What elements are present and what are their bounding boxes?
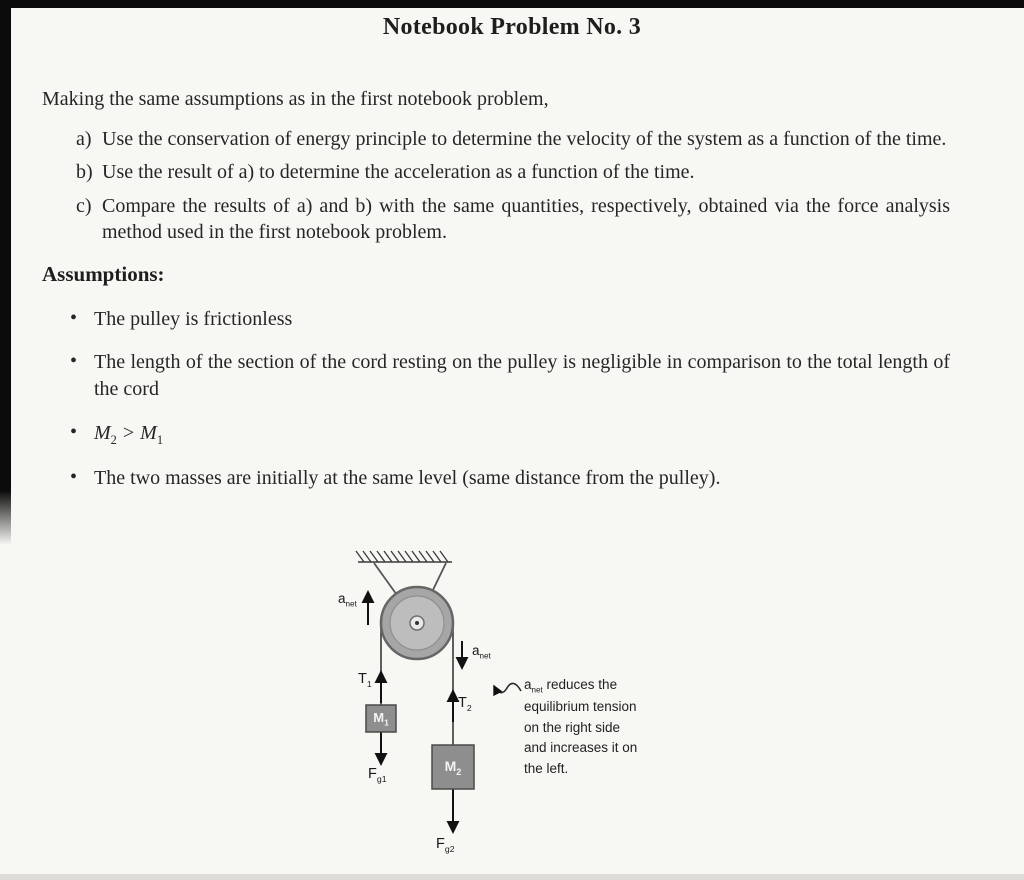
fg2-sub: g2 bbox=[444, 843, 455, 854]
assumption-text-1: The pulley is frictionless bbox=[94, 307, 293, 330]
label-t1 bbox=[358, 671, 372, 689]
a-net-left-main: a bbox=[338, 591, 346, 606]
m2-main: M bbox=[444, 758, 457, 774]
fg2-main: F bbox=[436, 836, 445, 852]
t2-main: T bbox=[458, 695, 467, 711]
scan-edge-left bbox=[0, 0, 11, 545]
scan-edge-top bbox=[0, 0, 1024, 8]
m1-main: M bbox=[373, 710, 385, 725]
assumption-item-4 bbox=[42, 465, 950, 492]
bullet-dot: • bbox=[70, 306, 78, 329]
assumption-math-m2-gt-m1 bbox=[94, 421, 164, 447]
task-item-a bbox=[76, 126, 950, 153]
page-title: Notebook Problem No. 3 bbox=[382, 14, 642, 40]
label-fg1 bbox=[368, 766, 387, 784]
math-m1-sub: 1 bbox=[156, 432, 164, 447]
problem-body bbox=[42, 86, 950, 492]
assumptions-heading: Assumptions: bbox=[42, 261, 165, 286]
task-text-b: Use the result of a) to determine the acceleration as a function of the time. bbox=[102, 161, 695, 184]
label-a-net-left bbox=[338, 591, 357, 609]
t1-sub: 1 bbox=[366, 678, 372, 689]
task-label-c: c) bbox=[76, 194, 92, 217]
m1-sub: 1 bbox=[384, 717, 389, 728]
pulley-wheel bbox=[381, 587, 453, 659]
annotation-a-main: a bbox=[524, 677, 532, 692]
m2-sub: 2 bbox=[456, 766, 462, 777]
a-net-right-main: a bbox=[472, 643, 480, 658]
assumption-item-2 bbox=[42, 349, 950, 402]
fg1-main: F bbox=[368, 766, 377, 782]
math-m2: M bbox=[94, 421, 111, 444]
intro-paragraph: Making the same assumptions as in the first notebook problem, bbox=[42, 88, 549, 110]
bullet-dot: • bbox=[70, 466, 78, 489]
task-item-b bbox=[76, 159, 950, 186]
annotation-text: reduces the equilibrium tension on the right side and increases it on the left. bbox=[524, 677, 638, 776]
task-text-c: Compare the results of a) and b) with the same quantities, respectively, obtained via the force analysis method used in the first notebook problem. bbox=[102, 194, 950, 244]
task-text-a: Use the conservation of energy principle to determine the velocity of the system as a function of the time. bbox=[102, 127, 947, 150]
annotation-squiggle-arrow bbox=[494, 683, 521, 692]
label-fg2 bbox=[436, 836, 455, 854]
label-m2 bbox=[432, 758, 474, 777]
t1-main: T bbox=[358, 671, 367, 687]
math-m2-sub: 2 bbox=[110, 432, 117, 447]
assumption-item-3 bbox=[42, 420, 950, 449]
assumption-text-4: The two masses are initially at the same level (same distance from the pulley). bbox=[94, 467, 721, 490]
assumption-text-2: The length of the section of the cord resting on the pulley is negligible in comparison to the total length of the cord bbox=[94, 351, 950, 401]
task-item-c bbox=[76, 193, 950, 246]
annotation-a-sub: net bbox=[531, 685, 543, 695]
annotation-a-net bbox=[524, 677, 543, 695]
a-net-right-sub: net bbox=[479, 651, 491, 661]
diagram-annotation bbox=[524, 675, 644, 779]
t2-sub: 2 bbox=[466, 702, 472, 713]
label-a-net-right bbox=[472, 643, 491, 661]
label-m1 bbox=[366, 710, 396, 728]
label-t2 bbox=[458, 695, 472, 713]
math-operator: > bbox=[122, 421, 135, 444]
pulley-diagram bbox=[300, 545, 740, 875]
task-label-a: a) bbox=[76, 127, 92, 150]
bullet-dot: • bbox=[70, 350, 78, 373]
fg1-sub: g1 bbox=[376, 773, 387, 784]
ceiling-hatch bbox=[356, 551, 452, 562]
assumption-item-1 bbox=[42, 306, 950, 333]
bullet-dot: • bbox=[70, 420, 78, 443]
a-net-left-sub: net bbox=[345, 599, 357, 609]
math-m1: M bbox=[140, 421, 157, 444]
task-label-b: b) bbox=[76, 161, 93, 184]
